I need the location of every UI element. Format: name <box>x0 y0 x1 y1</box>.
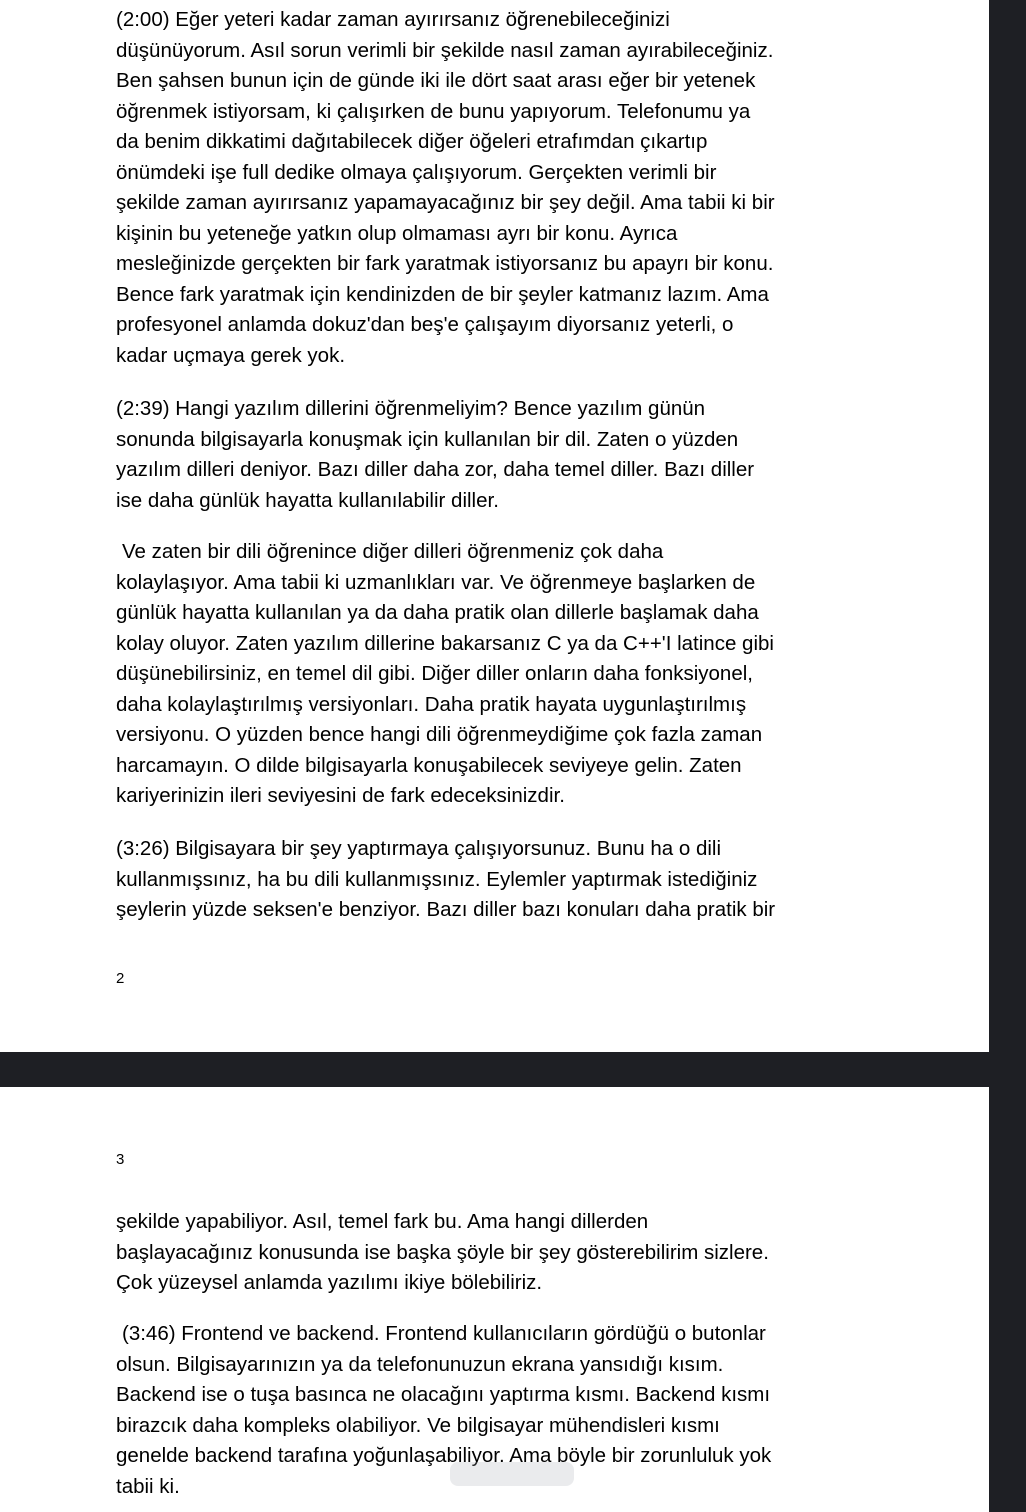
text-line: önümdeki işe full dedike olmaya çalışıyorum. Gerçekten verimli bir <box>116 160 717 184</box>
viewer-background-rail <box>989 0 1026 1512</box>
text-line: düşünebilirsiniz, en temel dil gibi. Diğer diller onların daha fonksiyonel, <box>116 662 753 685</box>
text-line: (2:00) Eğer yeteri kadar zaman ayırırsanız öğrenebileceğinizi <box>116 8 670 31</box>
text-line: yazılım dilleri deniyor. Bazı diller daha zor, daha temel diller. Bazı diller <box>116 458 755 481</box>
text-line: (3:26) Bilgisayara bir şey yaptırmaya çalışıyorsunuz. Bunu ha o dili <box>116 837 722 860</box>
document-page-3 <box>0 1087 989 1512</box>
text-line: kolaylaşıyor. Ama tabii ki uzmanlıkları var. Ve öğrenmeye başlarken de <box>116 570 756 594</box>
text-line: şeylerin yüzde seksen'e benziyor. Bazı diller bazı konuları daha pratik bir <box>116 898 776 921</box>
text-line: da benim dikkatimi dağıtabilecek diğer öğeleri etrafımdan çıkartıp <box>116 130 708 153</box>
text-line: kolay oluyor. Zaten yazılım dillerine bakarsanız C ya da C++'I latince gibi <box>116 631 774 655</box>
text-line: kariyerinizin ileri seviyesini de fark edeceksinizdir. <box>116 784 565 807</box>
text-line: günlük hayatta kullanılan ya da daha pratik olan dillerle başlamak daha <box>116 601 759 624</box>
paragraph-3-26 <box>116 834 876 926</box>
text-line: (2:39) Hangi yazılım dillerini öğrenmeliyim? Bence yazılım günün <box>116 397 706 420</box>
text-line: harcamayın. O dilde bilgisayarla konuşabilecek seviyeye gelin. Zaten <box>116 753 742 777</box>
text-line: tabii ki. <box>116 1474 180 1498</box>
text-line: versiyonu. O yüzden bence hangi dili öğrenmeydiğime çok fazla zaman <box>116 723 763 746</box>
paragraph-continuation <box>116 1207 876 1299</box>
page-number: 3 <box>116 1151 125 1168</box>
page-number: 2 <box>116 970 125 987</box>
text-line: öğrenmek istiyorsam, ki çalışırken de bunu yapıyorum. Telefonumu ya <box>116 99 751 123</box>
text-line: kadar uçmaya gerek yok. <box>116 343 346 367</box>
text-line: Backend ise o tuşa basınca ne olacağını yaptırma kısmı. Backend kısmı <box>116 1383 771 1406</box>
text-line: birazcık daha kompleks olabiliyor. Ve bilgisayar mühendisleri kısmı <box>116 1413 720 1437</box>
text-line: mesleğinizde gerçekten bir fark yaratmak istiyorsanız bu apayrı bir konu. <box>116 252 774 275</box>
text-line: düşünüyorum. Asıl sorun verimli bir şekilde nasıl zaman ayırabileceğiniz. <box>116 38 774 62</box>
text-line: Ve zaten bir dili öğrenince diğer dilleri öğrenmeniz çok daha <box>122 540 664 563</box>
text-line: olsun. Bilgisayarınızın ya da telefonunuzun ekrana yansıdığı kısım. <box>116 1352 724 1376</box>
text-line: profesyonel anlamda dokuz'dan beş'e çalışayım diyorsanız yeterli, o <box>116 313 734 336</box>
text-line: Bence fark yaratmak için kendinizden de bir şeyler katmanız lazım. Ama <box>116 282 769 306</box>
paragraph-2-39 <box>116 394 876 516</box>
text-line: başlayacağınız konusunda ise başka şöyle bir şey gösterebilirim sizlere. <box>116 1240 769 1264</box>
text-line: kişinin bu yeteneğe yatkın olup olmaması ayrı bir konu. Ayrıca <box>116 221 678 245</box>
text-line: (3:46) Frontend ve backend. Frontend kullanıcıların gördüğü o butonlar <box>122 1322 766 1345</box>
text-line: Çok yüzeysel anlamda yazılımı ikiye bölebiliriz. <box>116 1271 543 1294</box>
text-line: sonunda bilgisayarla konuşmak için kullanılan bir dil. Zaten o yüzden <box>116 427 739 451</box>
text-line: genelde backend tarafına yoğunlaşabiliyor. Ama böyle bir zorunluluk yok <box>116 1444 772 1467</box>
paragraph-languages <box>116 537 882 812</box>
paragraph-2-00 <box>116 5 876 371</box>
paragraph-3-46 <box>116 1319 882 1502</box>
text-line: kullanmışsınız, ha bu dili kullanmışsınız. Eylemler yaptırmak istediğiniz <box>116 867 758 891</box>
text-line: Ben şahsen bunun için de günde iki ile dört saat arası eğer bir yetenek <box>116 69 756 92</box>
text-line: daha kolaylaştırılmış versiyonları. Daha pratik hayata uygunlaştırılmış <box>116 692 747 716</box>
text-line: şekilde zaman ayırırsanız yapamayacağınız bir şey değil. Ama tabii ki bir <box>116 191 775 214</box>
text-line: şekilde yapabiliyor. Asıl, temel fark bu. Ama hangi dillerden <box>116 1210 649 1233</box>
text-line: ise daha günlük hayatta kullanılabilir diller. <box>116 488 499 512</box>
